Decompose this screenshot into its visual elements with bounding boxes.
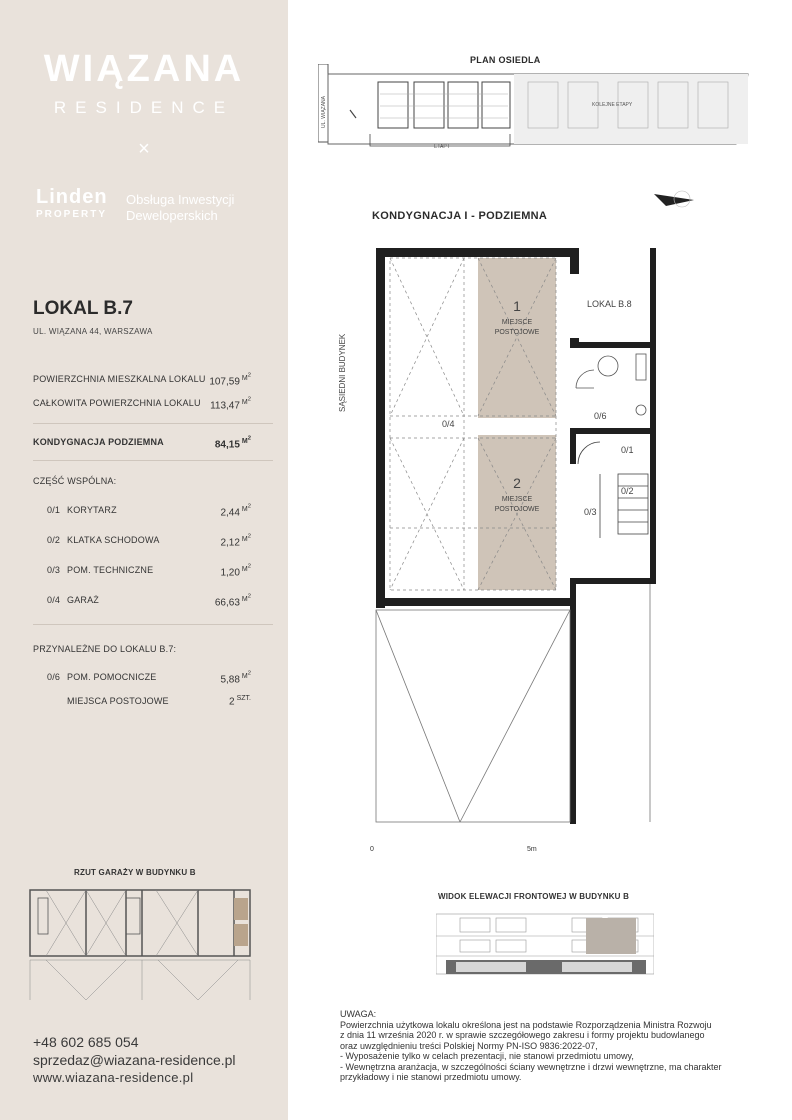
- common-item-value: 1,20 $^{M^2}$: [220, 564, 251, 579]
- common-item-value: 2,44 $^{M^2}$: [220, 504, 251, 519]
- partner-desc-line-1: Obsługa Inwestycji: [126, 192, 235, 207]
- parking-spot-2-number: 2: [513, 475, 521, 491]
- basement-area-label: KONDYGNACJA PODZIEMNA: [33, 437, 164, 447]
- common-item-code: 0/3: [47, 565, 61, 575]
- room-label-aux: 0/6: [594, 411, 607, 421]
- aux-room-name: POM. POMOCNICZE: [67, 672, 157, 682]
- site-plan-map: [318, 64, 758, 154]
- common-item-name: KLATKA SCHODOWA: [67, 535, 160, 545]
- room-label-technical: 0/3: [584, 507, 597, 517]
- aux-room-value: 5,88 $^{M^2}$: [220, 671, 251, 686]
- brand-logo: WIĄZANA: [43, 48, 245, 90]
- parking-name: MIEJSCA POSTOJOWE: [67, 696, 169, 706]
- note-line: - Wyposażenie tylko w celach prezentacji, nie stanowi przedmiotu umowy,: [340, 1051, 634, 1061]
- unit-address: UL. WIĄZANA 44, WARSZAWA: [33, 327, 153, 336]
- common-item-name: GARAŻ: [67, 595, 100, 605]
- note-line: przykładowy i nie stanowi przedmiotu umowy.: [340, 1072, 522, 1082]
- living-area-value: [191, 373, 251, 388]
- elevation-title: WIDOK ELEWACJI FRONTOWEJ W BUDYNKU B: [438, 892, 630, 901]
- scale-5m-label: 5m: [527, 846, 537, 853]
- scale-zero-label: 0: [370, 846, 374, 853]
- parking-spot-1-number: 1: [513, 298, 521, 314]
- room-label-stairwell: 0/2: [621, 486, 634, 496]
- section-divider: [33, 624, 273, 625]
- garage-plan-thumbnail: [26, 884, 262, 1000]
- unit-title: LOKAL B.7: [33, 298, 133, 319]
- lokal-b8-label: LOKAL B.8: [587, 299, 632, 309]
- aux-room-code: 0/6: [47, 672, 61, 682]
- note-line: Powierzchnia użytkowa lokalu określona jest na podstawie Rozporządzenia Ministra Rozwoju: [340, 1019, 712, 1030]
- total-area-number: 113,47: [210, 400, 240, 412]
- sidebar: [0, 0, 288, 1120]
- next-stages-label: KOLEJNE ETAPY: [592, 102, 633, 108]
- common-item-code: 0/4: [47, 595, 61, 605]
- belonging-heading: PRZYNALEŻNE DO LOKALU B.7:: [33, 644, 177, 654]
- site-plan-title: PLAN OSIEDLA: [470, 55, 541, 65]
- total-area-label: CAŁKOWITA POWIERZCHNIA LOKALU: [33, 398, 201, 408]
- living-area-label: POWIERZCHNIA MIESZKALNA LOKALU: [33, 374, 206, 384]
- brand-subtitle: RESIDENCE: [53, 98, 235, 117]
- partner-logo: [36, 186, 108, 220]
- note-line: oraz uwzględnieniu treści Polskiej Normy PN-ISO 9836:2022-07,: [340, 1040, 598, 1051]
- contact-website[interactable]: www.wiazana-residence.pl: [33, 1070, 194, 1085]
- collaboration-cross: ×: [138, 138, 150, 160]
- common-item-code: 0/1: [47, 505, 61, 515]
- common-item-code: 0/2: [47, 535, 61, 545]
- total-area-value: [191, 397, 251, 412]
- contact-email[interactable]: sprzedaz@wiazana-residence.pl: [33, 1052, 236, 1068]
- stage-label: ETAP I: [434, 144, 450, 150]
- street-label: UL. WIĄZANA: [321, 96, 327, 128]
- parking-spot-1-label: MIEJSCE POSTOJOWE: [494, 319, 540, 336]
- total-area-unit: M2: [241, 397, 251, 407]
- partner-desc-line-2: Deweloperskich: [126, 208, 218, 223]
- floor-plan-title: KONDYGNACJA I - PODZIEMNA: [372, 210, 548, 222]
- elevation-drawing: [436, 910, 654, 986]
- partner-description: [126, 192, 234, 224]
- room-label-garage: 0/4: [442, 419, 455, 429]
- parking-spot-2-label: MIEJSCE POSTOJOWE: [494, 496, 540, 513]
- garage-plan-title: RZUT GARAŻY W BUDYNKU B: [74, 868, 196, 877]
- basement-area-number: 84,15: [214, 439, 240, 451]
- room-label-corridor: 0/1: [621, 445, 634, 455]
- partner-logo-sub: PROPERTY: [36, 209, 108, 220]
- neighbor-building-label: SĄSIEDNI BUDYNEK: [338, 333, 347, 412]
- parking-value: 2 $^{SZT.}$: [229, 695, 251, 708]
- section-divider: [33, 460, 273, 461]
- section-divider: [33, 423, 273, 424]
- common-item-value: 2,12 $^{M^2}$: [220, 534, 251, 549]
- living-area-unit: M2: [241, 373, 251, 383]
- partner-logo-name: Linden: [36, 186, 108, 208]
- contact-phone[interactable]: +48 602 685 054: [33, 1034, 139, 1050]
- basement-area-unit: M2: [241, 436, 251, 446]
- note-heading: UWAGA:: [340, 1009, 377, 1019]
- basement-area-value: [191, 436, 251, 451]
- living-area-number: 107,59: [209, 376, 240, 388]
- legal-note: [340, 1009, 770, 1083]
- north-arrow-icon: [652, 186, 696, 214]
- note-line: - Wewnętrzna aranżacja, w szczególności ściany wewnętrzne i drzwi wewnętrzne, ma charakter: [340, 1061, 722, 1072]
- common-item-name: POM. TECHNICZNE: [67, 565, 154, 575]
- common-heading: CZĘŚĆ WSPÓLNA:: [33, 476, 117, 486]
- note-line: z dnia 11 września 2020 r. w sprawie szczegółowego zakresu i formy projektu budowlanego: [340, 1030, 705, 1040]
- common-item-name: KORYTARZ: [67, 505, 117, 515]
- common-item-value: 66,63 $^{M^2}$: [214, 594, 251, 609]
